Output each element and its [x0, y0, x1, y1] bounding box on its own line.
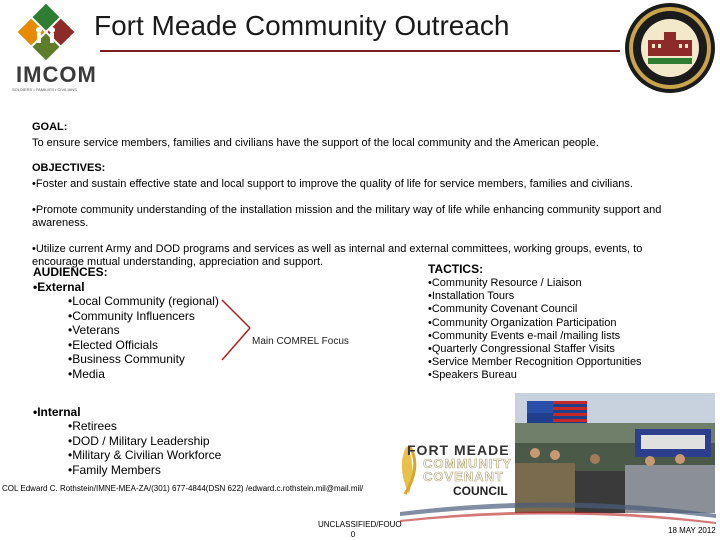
footer-date: 18 MAY 2012	[668, 526, 716, 535]
fort-meade-seal-icon	[624, 2, 716, 94]
list-item: •Military & Civilian Workforce	[68, 448, 222, 463]
list-item: •Media	[68, 366, 105, 381]
objective-item: •Promote community understanding of the installation mission and the military way of life while enhancing community support and awareness.	[32, 204, 662, 229]
focus-bracket	[220, 290, 260, 380]
classification-marking	[318, 520, 402, 540]
imcom-logo	[6, 4, 97, 96]
tactics-heading: TACTICS:	[428, 262, 484, 276]
audience-internal-label: •Internal	[33, 405, 81, 419]
goal-heading: GOAL:	[32, 121, 68, 133]
title-rule	[100, 50, 620, 52]
council-logo-line: FORT MEADE	[407, 442, 510, 458]
list-item: •Installation Tours	[428, 290, 515, 303]
imcom-tagline: SOLDIERS • FAMILIES • CIVILIANS	[12, 87, 77, 92]
list-item: •DOD / Military Leadership	[68, 433, 210, 448]
list-item: •Service Member Recognition Opportunities	[428, 356, 642, 369]
goal-text: To ensure service members, families and civilians have the support of the local community and the American people.	[32, 137, 599, 149]
list-item: •Family Members	[68, 462, 161, 477]
objectives-heading: OBJECTIVES:	[32, 162, 106, 174]
page-number: 0	[350, 530, 356, 539]
audience-external-label: •External	[33, 280, 85, 294]
external-audience-list	[68, 294, 219, 382]
list-item: •Speakers Bureau	[428, 369, 517, 382]
imcom-wordmark: IMCOM	[16, 62, 97, 87]
classification-text: UNCLASSIFIED/FOUO	[318, 520, 402, 529]
objective-item: •Utilize current Army and DOD programs and services as well as internal and external committees, working groups, events, to encourage mutual understanding, appreciation and support.	[32, 243, 643, 268]
list-item: •Community Influencers	[68, 308, 195, 323]
internal-audience-list	[68, 419, 221, 477]
list-item: •Business Community	[68, 352, 185, 367]
list-item: •Community Resource / Liaison	[428, 277, 582, 289]
list-item: •Community Events e-mail /mailing lists	[428, 329, 621, 342]
audiences-heading: AUDIENCES:	[33, 265, 108, 279]
list-item: •Local Community (regional)	[68, 294, 219, 308]
list-item: •Community Organization Participation	[428, 316, 617, 329]
list-item: •Veterans	[68, 323, 120, 338]
list-item: •Retirees	[68, 419, 117, 433]
footer-contact: COL Edward C. Rothstein/IMNE-MEA-ZA/(301) 677-4844(DSN 622) /edward.c.rothstein.mil@mail.mil/	[2, 484, 364, 493]
tactics-list	[428, 277, 642, 383]
objective-item: •Foster and sustain effective state and local support to improve the quality of life for service members, families and civilians.	[32, 178, 633, 190]
council-logo-line: COUNCIL	[453, 484, 508, 498]
list-item: •Elected Officials	[68, 337, 159, 352]
list-item: •Community Covenant Council	[428, 303, 578, 316]
council-logo-line: COMMUNITY	[423, 456, 513, 471]
list-item: •Quarterly Congressional Staffer Visits	[428, 343, 615, 356]
council-logo-line: COVENANT	[423, 469, 504, 484]
focus-label: Main COMREL Focus	[252, 336, 349, 347]
page-title: Fort Meade Community Outreach	[94, 10, 510, 41]
